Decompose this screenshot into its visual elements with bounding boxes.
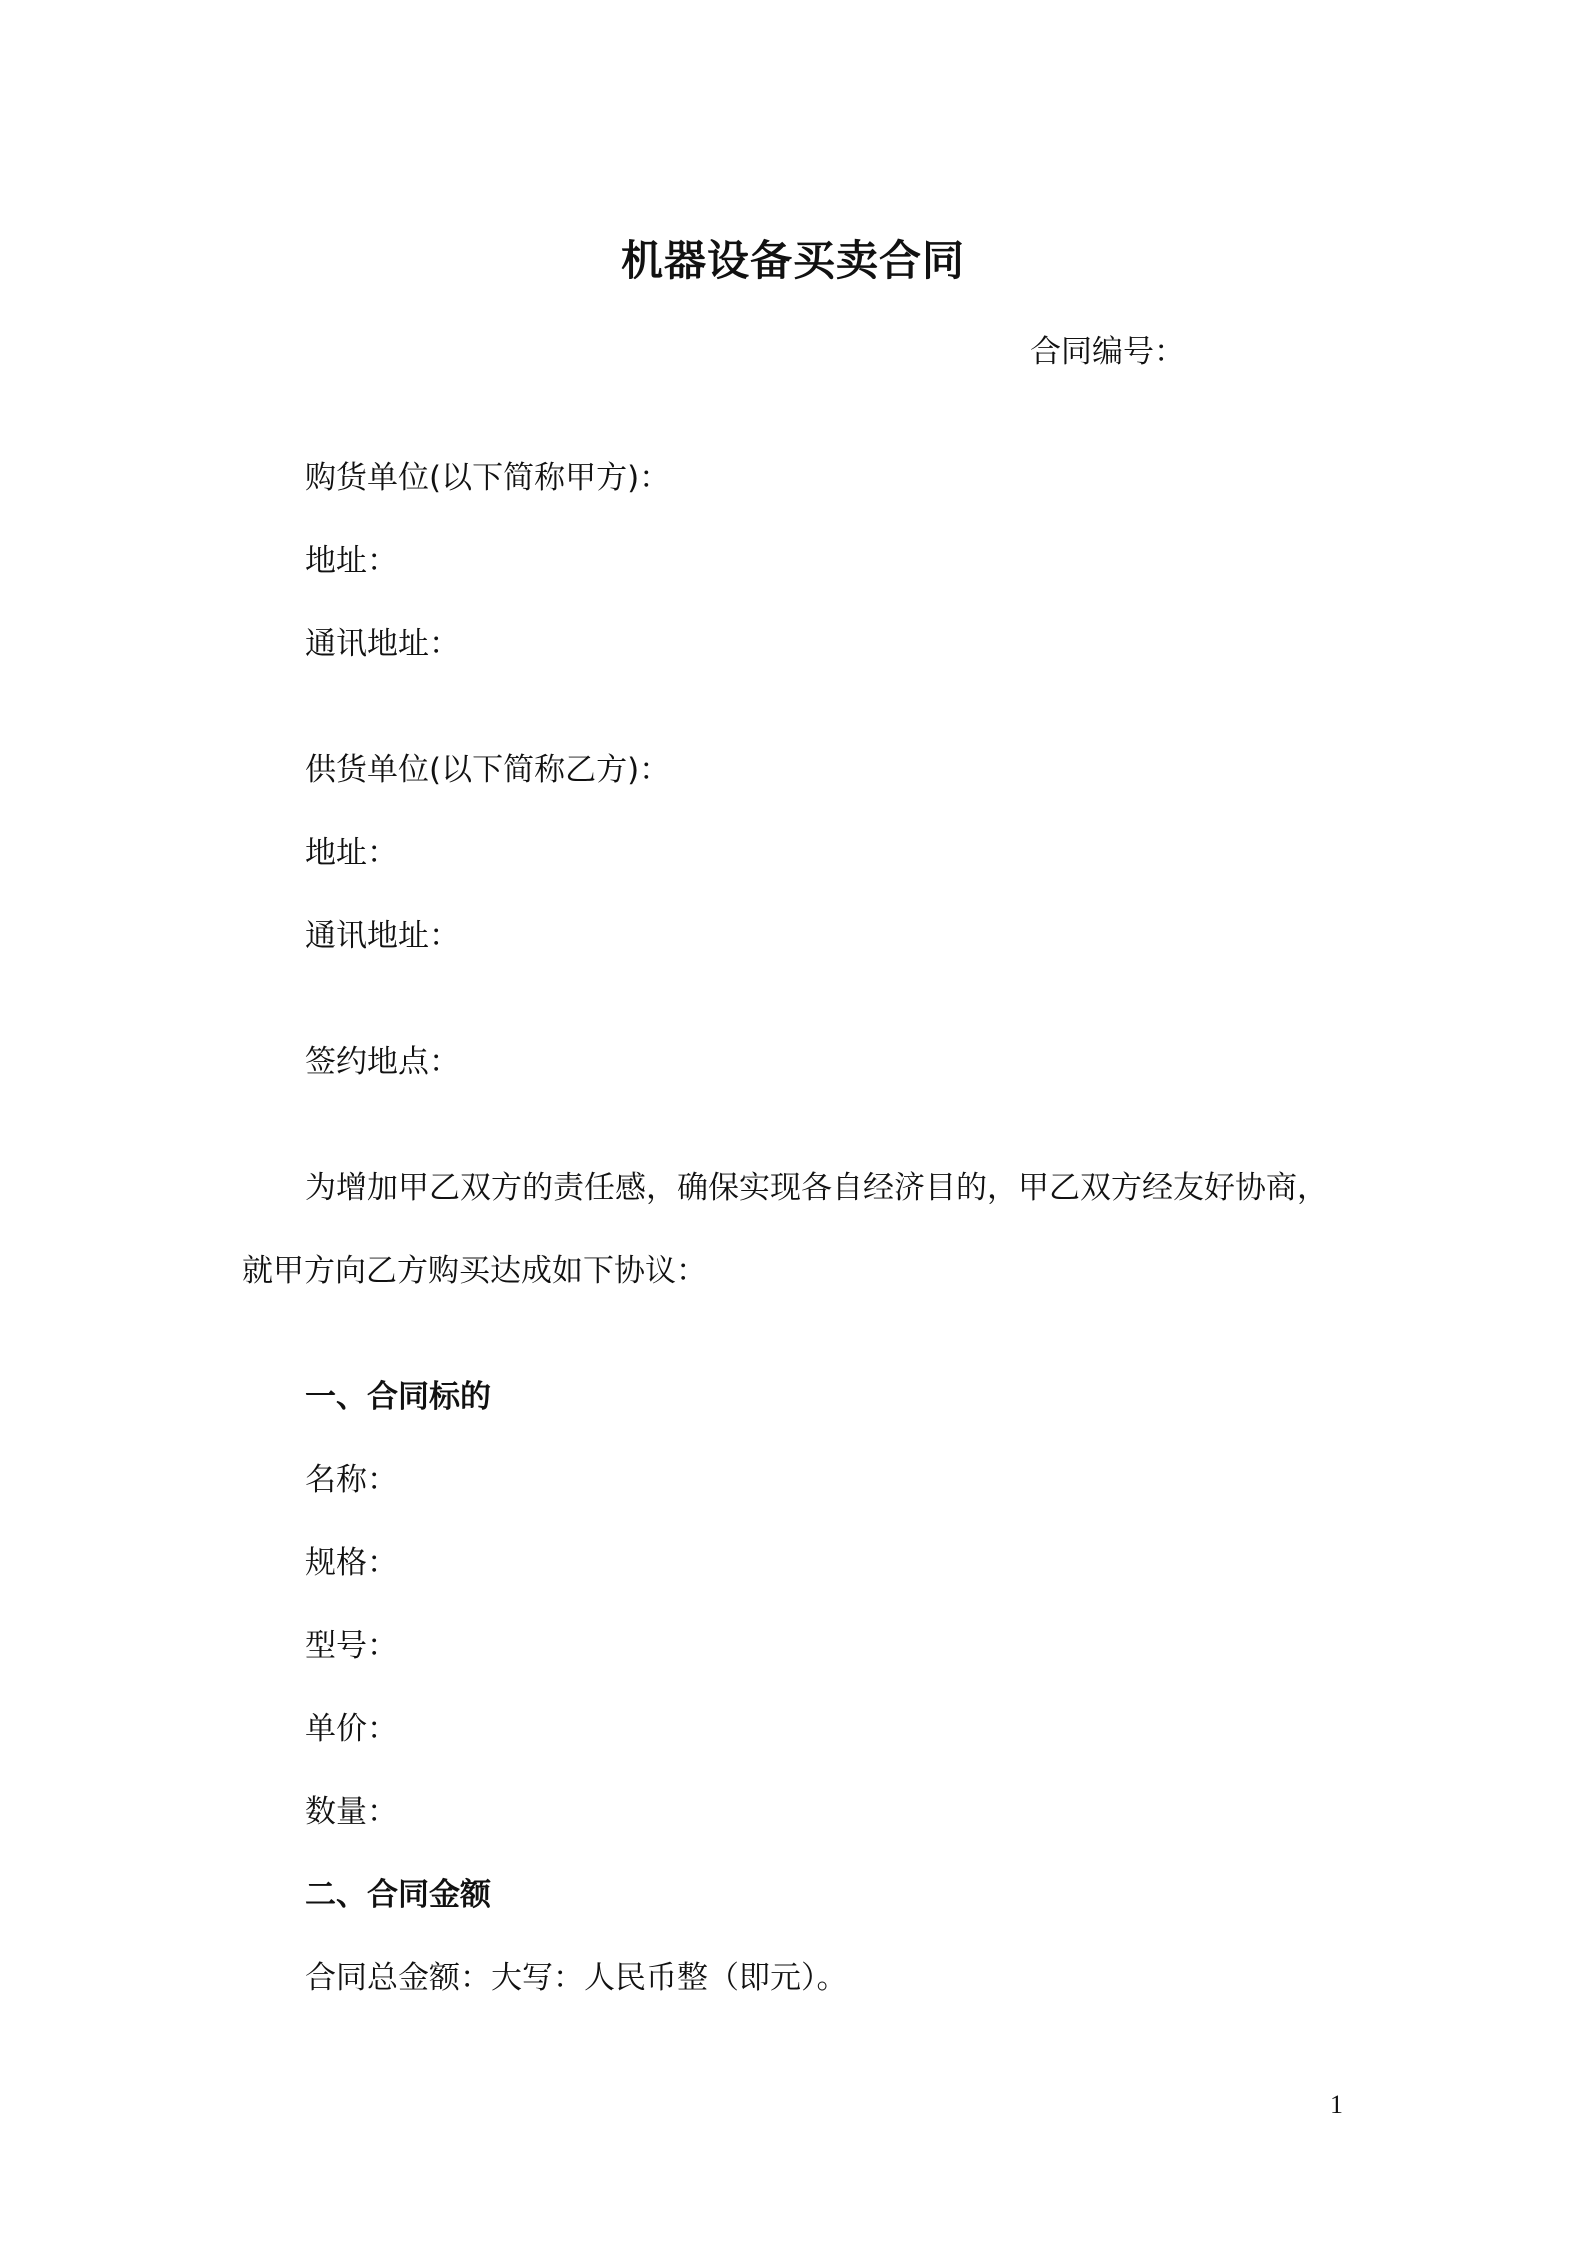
section-2-heading: 二、合同金额 [305,1877,491,1913]
party-b-mailing-address-label: 通讯地址： [305,918,460,954]
field-name-label: 名称： [305,1462,398,1498]
total-amount-line: 合同总金额：大写：人民币整（即元）。 [305,1960,848,1996]
field-quantity-label: 数量： [305,1794,398,1830]
contract-number-label: 合同编号： [1030,334,1185,370]
field-specification-label: 规格： [305,1545,398,1581]
party-a-address-label: 地址： [305,543,398,579]
party-a-unit-label: 购货单位(以下简称甲方)： [305,460,671,496]
section-1-heading: 一、合同标的 [305,1379,491,1415]
preamble-line-1: 为增加甲乙双方的责任感，确保实现各自经济目的，甲乙双方经友好协商， [305,1170,1328,1206]
preamble-line-2: 就甲方向乙方购买达成如下协议： [242,1253,707,1289]
signing-place-label: 签约地点： [305,1044,460,1080]
page-number: 1 [1330,2090,1343,2119]
party-a-mailing-address-label: 通讯地址： [305,626,460,662]
field-unit-price-label: 单价： [305,1711,398,1747]
party-b-address-label: 地址： [305,835,398,871]
party-b-unit-label: 供货单位(以下简称乙方)： [305,752,671,788]
document-title: 机器设备买卖合同 [620,236,965,285]
field-model-label: 型号： [305,1628,398,1664]
